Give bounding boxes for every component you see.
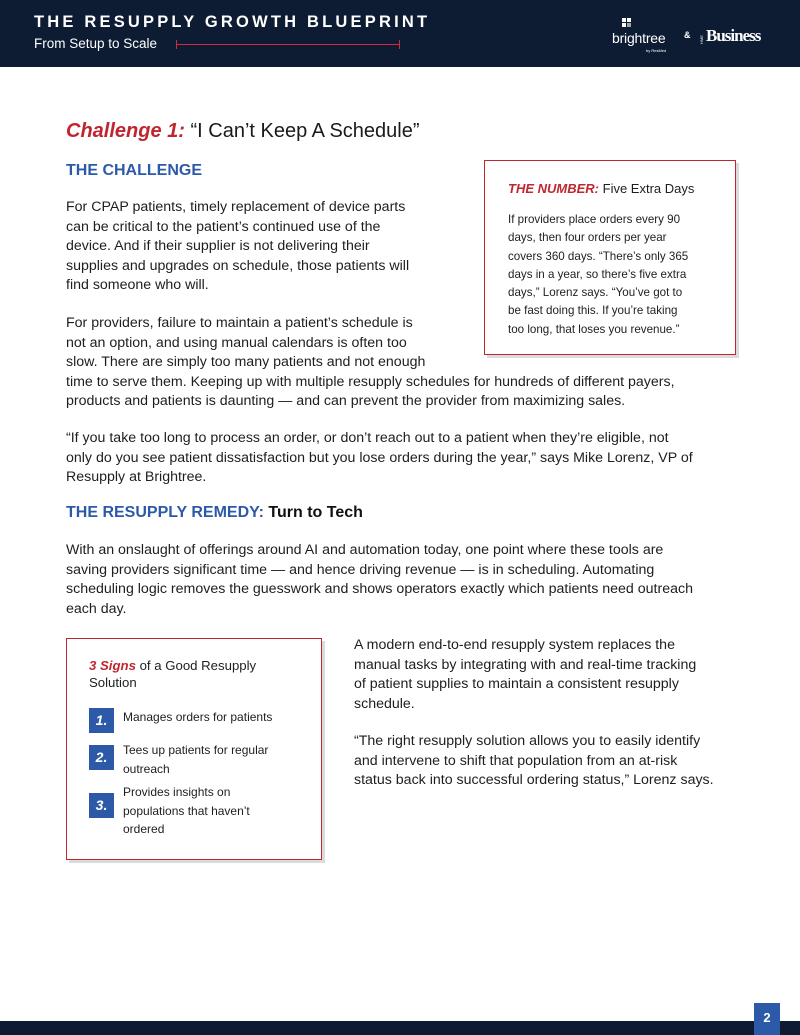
three-signs-callout: [66, 638, 322, 860]
logo-square: [622, 23, 626, 27]
logo-ampersand: &: [684, 30, 691, 40]
hme-mark: HME: [699, 35, 704, 44]
sign-number: 1.: [89, 708, 114, 733]
business-wordmark: Business: [706, 26, 761, 45]
challenge-paragraph-2: For providers, failure to maintain a patient’s schedule is not an option, and using manual calendars is often too slow. There are simply too many patients and not enough time to serve them. Keeping up with multiple resupply schedules for hundreds of different payers, products and patients is daunting — and can prevent the provider from maximizing sales.: [66, 315, 675, 410]
brightree-logo: [612, 18, 676, 52]
brightree-byline: by ResMed: [646, 48, 667, 53]
challenge-heading: THE CHALLENGE: [66, 162, 202, 179]
resupply-system-paragraph: A modern end-to-end resupply system replaces the manual tasks by integrating with and real-time tracking of patient supplies to maintain a consistent resupply schedule.: [354, 637, 697, 712]
remedy-title: Turn to Tech: [268, 504, 363, 521]
hme-business-logo: [699, 26, 769, 48]
sign-text: Manages orders for patients: [123, 710, 273, 724]
the-number-callout: [484, 160, 736, 355]
header-rule-tick: [399, 40, 400, 49]
remedy-paragraph: With an onslaught of offerings around AI and automation today, one point where these tools are saving providers significant time — and hence driving revenue — is in scheduling. Automating scheduling logic removes the guesswork and shows operators exactly which patients need outreach each day.: [66, 542, 693, 617]
right-solution-quote: “The right resupply solution allows you to easily identify and intervene to shift that population from an at-risk status back into successful ordering status,” Lorenz says.: [354, 733, 714, 789]
the-number-label: THE NUMBER:: [508, 181, 599, 196]
sign-number: 3.: [89, 793, 114, 818]
the-number-text: If providers place orders every 90 days, then four orders per year covers 360 days. “There’s only 365 days in a year, so there’s five extra days,” Lorenz says. “You’ve got to be fast doing this. If you’re taking too long, that loses you revenue.”: [508, 213, 689, 336]
three-signs-title: [89, 657, 289, 691]
logo-square: [622, 18, 626, 22]
lorenz-quote: “If you take too long to process an order, or don’t reach out to a patient when they’re eligible, not only do you see patient dissatisfaction but you lose orders during the year,” says Mike Lorenz, VP of Resupply at Brightree.: [66, 430, 693, 486]
logo-square: [627, 23, 631, 27]
header-rule-tick: [176, 40, 177, 49]
three-signs-title-text: of a Good Resupply Solution: [89, 658, 257, 690]
the-number-title: Five Extra Days: [602, 181, 695, 196]
brightree-wordmark: brightree: [612, 30, 666, 46]
challenge-quote: “I Can’t Keep A Schedule”: [190, 120, 420, 142]
page-number: 2: [754, 1003, 780, 1035]
three-signs-highlight: 3 Signs: [89, 658, 136, 673]
blueprint-title: THE RESUPPLY GROWTH BLUEPRINT: [34, 13, 431, 31]
sign-item: [89, 745, 309, 785]
header-banner: [0, 0, 800, 67]
footer-bar: [0, 1021, 800, 1035]
sign-text: Provides insights on populations that haven’t ordered: [123, 785, 250, 836]
sign-number: 2.: [89, 745, 114, 770]
challenge-title: [66, 120, 420, 143]
the-number-heading: [508, 181, 694, 196]
sign-text: Tees up patients for regular outreach: [123, 743, 269, 776]
header-rule: [176, 44, 400, 45]
logo-square: [627, 18, 631, 22]
challenge-paragraph-1: For CPAP patients, timely replacement of device parts can be critical to the patient’s continued use of the device. And if their supplier is not delivering their supplies and upgrades on schedule, those patients will find someone who will.: [66, 199, 410, 294]
remedy-heading: [66, 504, 363, 522]
remedy-label: THE RESUPPLY REMEDY:: [66, 504, 264, 521]
sign-item: [89, 785, 309, 836]
challenge-label: Challenge 1:: [66, 120, 185, 142]
blueprint-subtitle: From Setup to Scale: [34, 36, 158, 51]
